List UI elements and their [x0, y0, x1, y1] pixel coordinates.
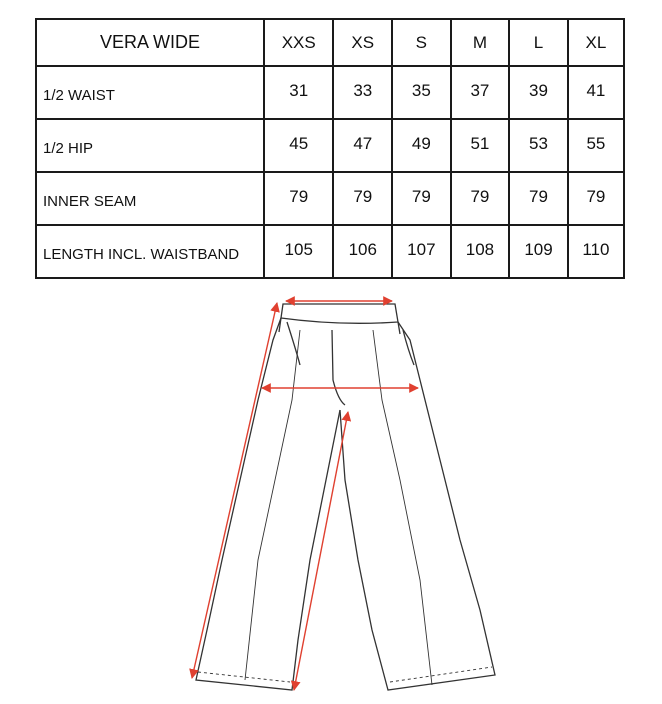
waistband	[281, 304, 398, 323]
table-title: VERA WIDE	[36, 19, 264, 66]
size-header: M	[451, 19, 510, 66]
table-cell: 110	[568, 225, 624, 278]
row-label-inner-seam: INNER SEAM	[36, 172, 264, 225]
table-cell: 79	[333, 172, 392, 225]
right-crease	[373, 330, 432, 685]
table-cell: 49	[392, 119, 451, 172]
length-measure-arrow	[192, 303, 277, 678]
size-header: XL	[568, 19, 624, 66]
size-header-row	[36, 19, 624, 66]
table-cell: 35	[392, 66, 451, 119]
row-label-length: LENGTH INCL. WAISTBAND	[36, 225, 264, 278]
row-label-waist: 1/2 WAIST	[36, 66, 264, 119]
table-cell: 39	[509, 66, 568, 119]
table-cell: 53	[509, 119, 568, 172]
fly-seam	[332, 330, 345, 405]
pants-technical-drawing	[180, 290, 510, 700]
table-row	[36, 225, 624, 278]
size-chart-table	[35, 18, 625, 279]
right-leg-outline	[340, 322, 495, 690]
table-cell: 37	[451, 66, 510, 119]
row-label-hip: 1/2 HIP	[36, 119, 264, 172]
table-cell: 106	[333, 225, 392, 278]
size-header: XS	[333, 19, 392, 66]
table-cell: 31	[264, 66, 333, 119]
table-cell: 45	[264, 119, 333, 172]
table-cell: 108	[451, 225, 510, 278]
table-cell: 109	[509, 225, 568, 278]
size-header: XXS	[264, 19, 333, 66]
left-crease	[245, 330, 300, 680]
left-hem-stitch	[198, 672, 290, 682]
table-row	[36, 66, 624, 119]
left-leg-outline	[196, 318, 340, 690]
size-header: S	[392, 19, 451, 66]
table-cell: 79	[568, 172, 624, 225]
table-cell: 41	[568, 66, 624, 119]
table-row	[36, 172, 624, 225]
measurement-lines	[192, 301, 418, 690]
table-cell: 79	[264, 172, 333, 225]
size-header: L	[509, 19, 568, 66]
table-cell: 105	[264, 225, 333, 278]
table-cell: 33	[333, 66, 392, 119]
right-hem-stitch	[390, 667, 492, 682]
table-cell: 55	[568, 119, 624, 172]
inner-seam-measure-arrow	[294, 412, 348, 690]
table-cell: 107	[392, 225, 451, 278]
table-cell: 79	[451, 172, 510, 225]
table-cell: 51	[451, 119, 510, 172]
table-cell: 79	[509, 172, 568, 225]
table-cell: 47	[333, 119, 392, 172]
table-row	[36, 119, 624, 172]
table-cell: 79	[392, 172, 451, 225]
pants-outline	[196, 304, 495, 690]
